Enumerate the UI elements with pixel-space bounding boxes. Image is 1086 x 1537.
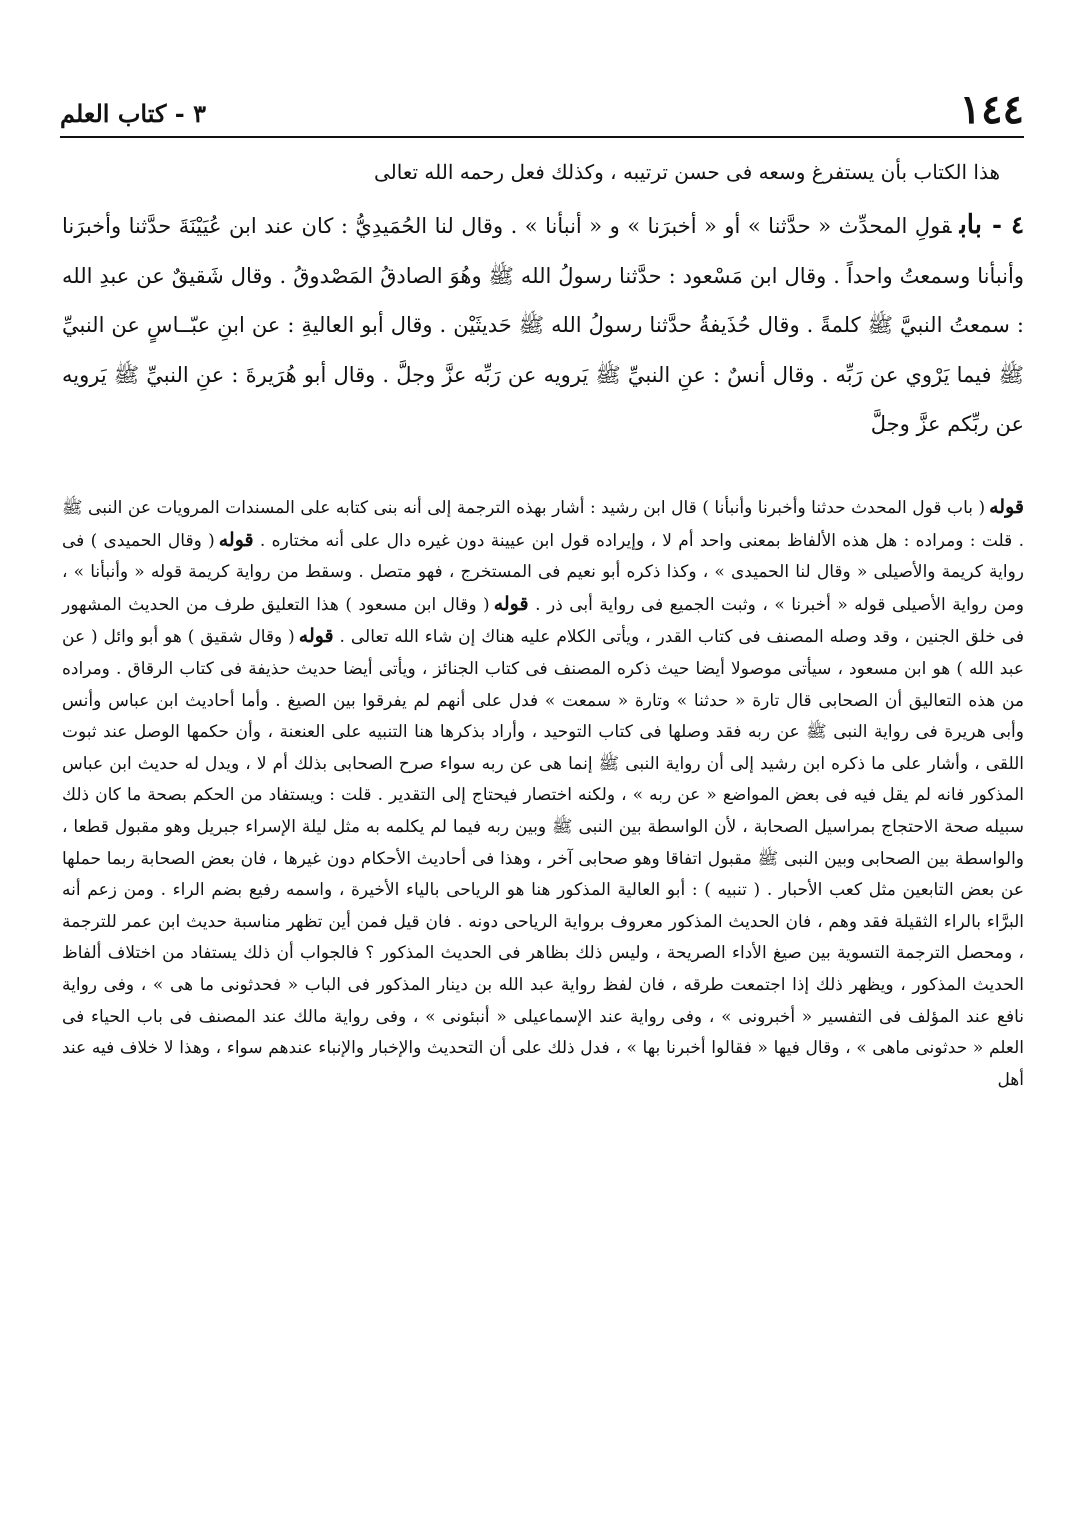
page-number: ١٤٤	[959, 86, 1024, 133]
chapter-bab-label: باب	[959, 210, 982, 240]
commentary-text: ( وقال شقيق ) هو أبو وائل ( عن عبد الله ) هو ابن مسعود ، سيأتى موصولا أيضا حيث ذكره المصنف فى كتاب الجنائز ، ويأتى أيضا حديث حذيفة فى كتاب الرقاق . ومراده من هذه التعاليق أن الصحابى قال تارة « حدثنا » وتارة « سمعت » فدل على أنهم لم يفرقوا بين الصيغ . وأما أحاديث ابن عباس وأنس وأبى هريرة فى رواية النبى ﷺ عن ربه فقد وصلها فى كتاب التوحيد ، وأراد بذكرها هنا التنبيه على العنعنة ، وأن حكمها الوصل عند ثبوت اللقى ، وأشار على ما ذكره ابن رشيد إلى أن رواية النبى ﷺ إنما هى عن ربه سواء صرح الصحابى بذلك أم لا ، ويدل له حديث ابن عباس المذكور فانه لم يقل فيه فى بعض المواضع « عن ربه » ، ولكنه اختصار فيحتاج إلى التقدير . قلت : ويستفاد من الحكم بصحة ما كان ذلك سبيله صحة الاحتجاج بمراسيل الصحابة ، لأن الواسطة بين النبى ﷺ وبين ربه فيما لم يكلمه به مثل ليلة الإسراء جبريل وهو مقبول قطعا ، والواسطة بين الصحابى وبين النبى ﷺ مقبول اتفاقا وهو صحابى آخر ، وهذا فى أحاديث الأحكام دون غيرها ، فان بعض الصحابة ربما حملها عن بعض التابعين مثل كعب الأحبار . ( تنبيه ) : أبو العالية المذكور هنا هو الرياحى بالياء الأخيرة ، واسمه رفيع بضم الراء . ومن زعم أنه البرَّاء بالراء الثقيلة فقد وهم ، فان الحديث المذكور معروف برواية الرياحى دونه . فان قيل فمن أين تظهر مناسبة حديث ابن عمر للترجمة ، ومحصل الترجمة التسوية بين صيغ الأداء الصريحة ، وليس ذلك بظاهر فى الحديث المذكور ؟ فالجواب أن ذلك يستفاد من اختلاف ألفاظ الحديث المذكور ، ويظهر ذلك إذا اجتمعت طرقه ، فان لفظ رواية عبد الله بن دينار المذكور فى الباب « فحدثونى ما هى » ، وفى رواية نافع عند المؤلف فى التفسير « أخبرونى » ، وفى رواية عند الإسماعيلى « أنبئونى » ، وفى رواية مالك عند المصنف فى باب الحياء فى العلم « حدثونى ماهى » ، وقال فيها « فقالوا أخبرنا بها » ، فدل ذلك على أن التحديث والإخبار والإنباء عندهم سواء ، وهذا لا خلاف فيه عند أهل	[62, 627, 1024, 1090]
lead-paragraph: هذا الكتاب بأن يستفرغ وسعه فى حسن ترتيبه ، وكذلك فعل رحمه الله تعالى	[374, 160, 1000, 184]
chapter-text	[62, 200, 1024, 450]
chapter-body: قولِ المحدِّث « حدَّثنا » أو « أخبرَنا » و « أنبأنا » . وقال لنا الحُمَيدِيُّ : كان عند ابن عُيَيْنَةَ حدَّثنا وأخبرَنا وأنبأنا وسمعتُ واحداً . وقال ابن مَسْعود : حدَّثنا رسولُ الله ﷺ وهُوَ الصادقُ المَصْدوقُ . وقال شَقيقٌ عن عبدِ الله : سمعتُ النبيَّ ﷺ كلمةً . وقال حُذَيفةُ حدَّثنا رسولُ الله ﷺ حَديثَيْن . وقال أبو العاليةِ : عن ابنِ عبّــاسٍ عن النبيِّ ﷺ فيما يَرْوي عن رَبِّه . وقال أنسٌ : عنِ النبيِّ ﷺ يَرويه عن رَبِّه عزَّ وجلَّ . وقال أبو هُرَيرةَ : عنِ النبيِّ ﷺ يَرويه عن ربِّكم عزَّ وجلَّ	[62, 214, 1024, 436]
header-rule	[60, 136, 1024, 138]
commentary-text: ( وقال ابن مسعود ) هذا التعليق طرف من الحديث المشهور فى خلق الجنين ، وقد وصله المصنف فى كتاب القدر ، ويأتى الكلام عليه هناك إن شاء الله تعالى .	[62, 594, 1024, 648]
commentary-text: ( باب قول المحدث حدثنا وأخبرنا وأنبأنا ) قال ابن رشيد : أشار بهذه الترجمة إلى أنه بنى كتابه على المسندات المرويات عن النبى ﷺ . قلت : ومراده : هل هذه الألفاظ بمعنى واحد أم لا ، وإيراده قول ابن عيينة دون غيره دال على أنه مختاره .	[62, 498, 1024, 551]
commentary-keyword: قوله	[298, 625, 334, 648]
page-header	[60, 78, 1024, 133]
commentary-keyword: قوله	[493, 592, 529, 615]
commentary-keyword: قوله	[218, 528, 254, 551]
running-title: ٣ - كتاب العلم	[60, 99, 206, 128]
commentary-keyword: قوله	[989, 496, 1024, 518]
commentary-text: ( وقال الحميدى ) فى رواية كريمة والأصيلى « وقال لنا الحميدى » ، وكذا ذكره أبو نعيم فى المستخرج ، فهو متصل . وسقط من رواية كريمة قوله « وأنبأنا » ، ومن رواية الأصيلى قوله « أخبرنا » ، وثبت الجميع فى رواية أبى ذر .	[62, 530, 1025, 615]
commentary-block	[62, 492, 1024, 1096]
chapter-number: ٤ -	[991, 210, 1024, 239]
